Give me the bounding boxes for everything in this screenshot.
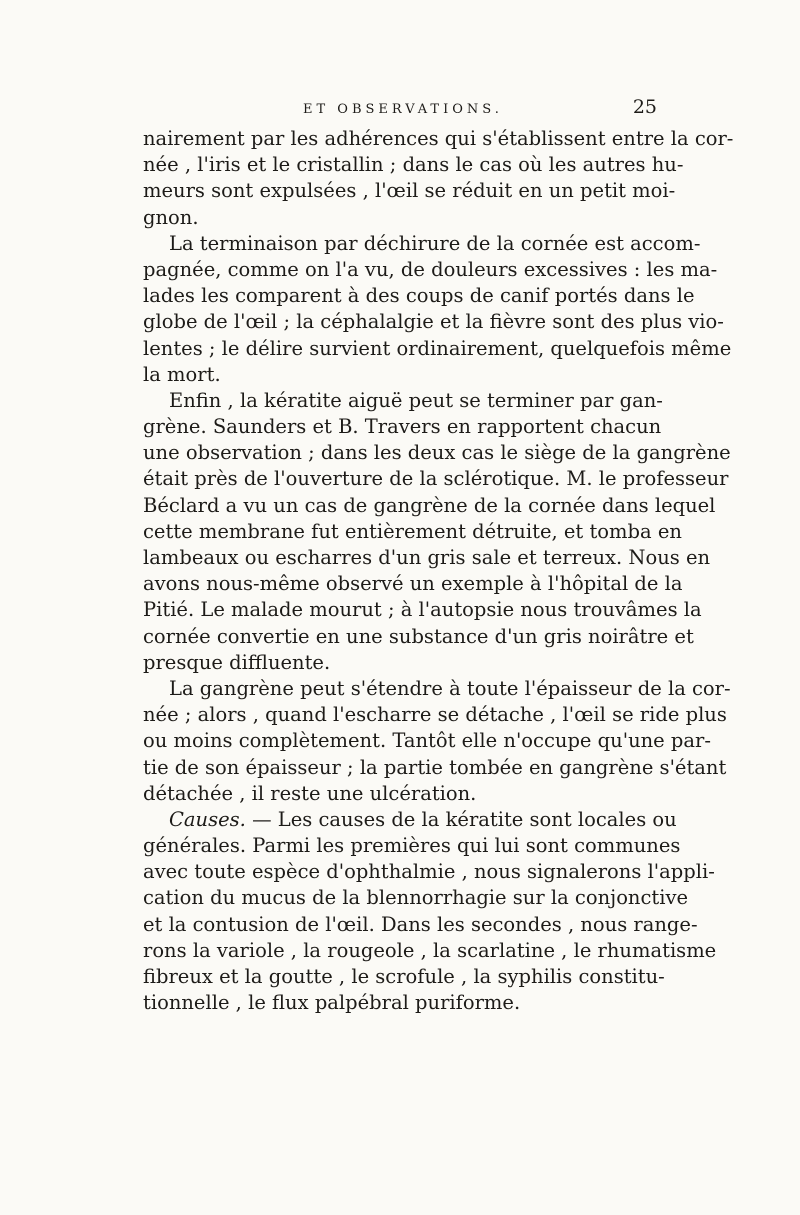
text-line: meurs sont expulsées , l'œil se réduit en un petit moi- — [143, 179, 676, 203]
text-line: Pitié. Le malade mourut ; à l'autopsie nous trouvâmes la — [143, 598, 702, 622]
text-line: et la contusion de l'œil. Dans les secondes , nous range- — [143, 912, 698, 936]
text-line: grène. Saunders et B. Travers en rapportent chacun — [143, 415, 662, 439]
body-text — [143, 126, 734, 1016]
causes-line — [143, 807, 677, 833]
text-line: était près de l'ouverture de la sclérotique. M. le professeur — [143, 467, 729, 491]
text-line: avons nous-même observé un exemple à l'hôpital de la — [143, 572, 683, 596]
text-line: avec toute espèce d'ophthalmie , nous signalerons l'appli- — [143, 860, 715, 884]
text-line: fibreux et la goutte , le scrofule , la syphilis constitu- — [143, 965, 665, 988]
text-line: née , l'iris et le cristallin ; dans le cas où les autres hu- — [143, 153, 684, 177]
text-line: nairement par les adhérences qui s'établissent entre la cor- — [143, 127, 734, 150]
text-line: cation du mucus de la blennorrhagie sur la conjonctive — [143, 886, 689, 910]
text-line: lades les comparent à des coups de canif portés dans le — [143, 284, 695, 308]
text-line: pagnée, comme on l'a vu, de douleurs excessives : les ma- — [143, 257, 718, 281]
causes-text: — Les causes de la kératite sont locales ou — [252, 807, 677, 831]
text-line: née ; alors , quand l'escharre se détache , l'œil se ride plus — [143, 703, 727, 727]
text-line: rons la variole , la rougeole , la scarlatine , le rhumatisme — [143, 938, 717, 962]
text-line: lambeaux ou escharres d'un gris sale et terreux. Nous en — [143, 546, 711, 569]
text-line: générales. Parmi les premières qui lui sont communes — [143, 834, 681, 858]
text-line: lentes ; le délire survient ordinairement, quelquefois même — [143, 336, 732, 360]
text-line: tionnelle , le flux palpébral puriforme. — [143, 991, 521, 1015]
text-line: détachée , il reste une ulcération. — [143, 781, 477, 805]
text-line: La terminaison par déchirure de la cornée est accom- — [169, 231, 701, 255]
text-line: globe de l'œil ; la céphalalgie et la fièvre sont des plus vio- — [143, 310, 724, 334]
text-line: cette membrane fut entièrement détruite, et tomba en — [143, 519, 682, 543]
text-line: Béclard a vu un cas de gangrène de la cornée dans lequel — [143, 493, 716, 517]
text-line: ou moins complètement. Tantôt elle n'occupe qu'une par- — [143, 729, 711, 753]
causes-label: Causes. — [169, 807, 246, 831]
text-line: cornée convertie en une substance d'un gris noirâtre et — [143, 624, 694, 648]
text-line: la mort. — [143, 362, 221, 386]
page-number: 25 — [632, 96, 657, 118]
text-line: gnon. — [143, 205, 199, 229]
text-line: presque diffluente. — [143, 650, 331, 674]
running-title: ET OBSERVATIONS. — [303, 102, 503, 117]
text-line: tie de son épaisseur ; la partie tombée en gangrène s'étant — [143, 755, 727, 779]
text-line: Enfin , la kératite aiguë peut se terminer par gan- — [169, 388, 663, 412]
book-page — [143, 96, 734, 1096]
text-line: une observation ; dans les deux cas le siège de la gangrène — [143, 441, 731, 465]
text-line: La gangrène peut s'étendre à toute l'épaisseur de la cor- — [169, 676, 731, 700]
running-head — [143, 96, 655, 126]
